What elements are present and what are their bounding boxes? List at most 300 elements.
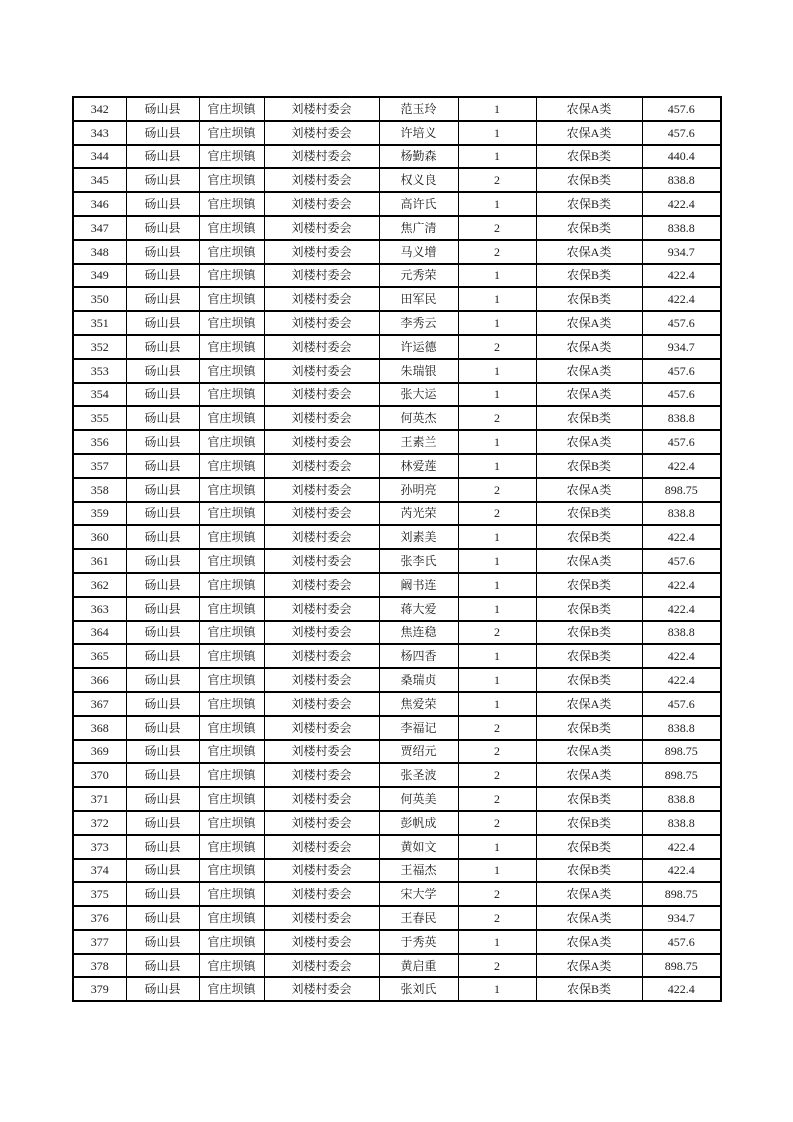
cell-county: 砀山县 <box>126 906 199 930</box>
cell-person-count: 1 <box>458 264 536 288</box>
cell-county: 砀山县 <box>126 621 199 645</box>
cell-person-name: 王素兰 <box>379 430 458 454</box>
cell-amount: 934.7 <box>642 335 721 359</box>
cell-insurance-category: 农保B类 <box>536 168 642 192</box>
cell-village-committee: 刘楼村委会 <box>264 264 379 288</box>
cell-serial-number: 374 <box>73 859 126 883</box>
cell-person-count: 2 <box>458 168 536 192</box>
cell-county: 砀山县 <box>126 549 199 573</box>
cell-village-committee: 刘楼村委会 <box>264 859 379 883</box>
cell-county: 砀山县 <box>126 502 199 526</box>
cell-town: 官庄坝镇 <box>199 502 264 526</box>
table-row <box>73 621 721 645</box>
cell-amount: 838.8 <box>642 168 721 192</box>
cell-amount: 457.6 <box>642 359 721 383</box>
cell-serial-number: 366 <box>73 668 126 692</box>
cell-person-name: 李福记 <box>379 716 458 740</box>
cell-serial-number: 379 <box>73 977 126 1001</box>
table-row <box>73 383 721 407</box>
cell-serial-number: 354 <box>73 383 126 407</box>
cell-person-name: 焦广清 <box>379 216 458 240</box>
cell-county: 砀山县 <box>126 668 199 692</box>
cell-person-count: 1 <box>458 454 536 478</box>
cell-town: 官庄坝镇 <box>199 811 264 835</box>
cell-county: 砀山县 <box>126 121 199 145</box>
cell-insurance-category: 农保B类 <box>536 787 642 811</box>
cell-person-name: 元秀荣 <box>379 264 458 288</box>
cell-insurance-category: 农保B类 <box>536 811 642 835</box>
cell-person-count: 2 <box>458 406 536 430</box>
cell-amount: 838.8 <box>642 811 721 835</box>
cell-amount: 457.6 <box>642 121 721 145</box>
cell-person-name: 马义增 <box>379 240 458 264</box>
cell-town: 官庄坝镇 <box>199 597 264 621</box>
table-row <box>73 454 721 478</box>
cell-town: 官庄坝镇 <box>199 621 264 645</box>
cell-person-count: 1 <box>458 573 536 597</box>
cell-person-count: 1 <box>458 597 536 621</box>
cell-person-count: 2 <box>458 621 536 645</box>
cell-insurance-category: 农保A类 <box>536 954 642 978</box>
table-row <box>73 859 721 883</box>
cell-county: 砀山县 <box>126 716 199 740</box>
cell-insurance-category: 农保A类 <box>536 383 642 407</box>
cell-person-name: 宋大学 <box>379 882 458 906</box>
cell-village-committee: 刘楼村委会 <box>264 644 379 668</box>
cell-town: 官庄坝镇 <box>199 192 264 216</box>
cell-amount: 422.4 <box>642 454 721 478</box>
cell-person-name: 杨勤森 <box>379 145 458 169</box>
cell-amount: 898.75 <box>642 740 721 764</box>
cell-person-name: 田军民 <box>379 287 458 311</box>
cell-person-name: 林爱莲 <box>379 454 458 478</box>
cell-insurance-category: 农保A类 <box>536 311 642 335</box>
cell-serial-number: 364 <box>73 621 126 645</box>
cell-county: 砀山县 <box>126 192 199 216</box>
cell-person-count: 1 <box>458 668 536 692</box>
cell-insurance-category: 农保B类 <box>536 621 642 645</box>
cell-village-committee: 刘楼村委会 <box>264 359 379 383</box>
cell-person-count: 1 <box>458 859 536 883</box>
table-row <box>73 359 721 383</box>
cell-town: 官庄坝镇 <box>199 977 264 1001</box>
cell-village-committee: 刘楼村委会 <box>264 311 379 335</box>
table-row <box>73 644 721 668</box>
table-row <box>73 930 721 954</box>
cell-insurance-category: 农保A类 <box>536 121 642 145</box>
cell-person-name: 贾绍元 <box>379 740 458 764</box>
cell-person-name: 王春民 <box>379 906 458 930</box>
cell-person-name: 高许氏 <box>379 192 458 216</box>
benefit-table <box>72 96 722 1002</box>
cell-insurance-category: 农保B类 <box>536 264 642 288</box>
cell-insurance-category: 农保B类 <box>536 454 642 478</box>
cell-town: 官庄坝镇 <box>199 716 264 740</box>
cell-serial-number: 346 <box>73 192 126 216</box>
cell-person-count: 2 <box>458 502 536 526</box>
cell-serial-number: 362 <box>73 573 126 597</box>
cell-serial-number: 369 <box>73 740 126 764</box>
cell-person-count: 1 <box>458 192 536 216</box>
cell-village-committee: 刘楼村委会 <box>264 335 379 359</box>
cell-amount: 422.4 <box>642 644 721 668</box>
cell-serial-number: 365 <box>73 644 126 668</box>
cell-town: 官庄坝镇 <box>199 954 264 978</box>
cell-town: 官庄坝镇 <box>199 359 264 383</box>
cell-county: 砀山县 <box>126 930 199 954</box>
cell-amount: 898.75 <box>642 882 721 906</box>
cell-person-name: 彭帆成 <box>379 811 458 835</box>
cell-insurance-category: 农保B类 <box>536 192 642 216</box>
cell-town: 官庄坝镇 <box>199 549 264 573</box>
cell-serial-number: 343 <box>73 121 126 145</box>
cell-serial-number: 371 <box>73 787 126 811</box>
cell-serial-number: 344 <box>73 145 126 169</box>
cell-person-count: 1 <box>458 121 536 145</box>
cell-county: 砀山县 <box>126 406 199 430</box>
cell-county: 砀山县 <box>126 287 199 311</box>
cell-person-name: 孙明亮 <box>379 478 458 502</box>
cell-serial-number: 345 <box>73 168 126 192</box>
cell-person-count: 1 <box>458 835 536 859</box>
table-body <box>73 97 721 1001</box>
table-row <box>73 977 721 1001</box>
cell-amount: 898.75 <box>642 954 721 978</box>
cell-amount: 838.8 <box>642 621 721 645</box>
cell-amount: 898.75 <box>642 763 721 787</box>
cell-person-name: 焦爱荣 <box>379 692 458 716</box>
table-row <box>73 882 721 906</box>
cell-person-count: 2 <box>458 216 536 240</box>
cell-serial-number: 377 <box>73 930 126 954</box>
cell-village-committee: 刘楼村委会 <box>264 692 379 716</box>
cell-amount: 457.6 <box>642 692 721 716</box>
cell-town: 官庄坝镇 <box>199 311 264 335</box>
cell-village-committee: 刘楼村委会 <box>264 906 379 930</box>
cell-serial-number: 356 <box>73 430 126 454</box>
cell-insurance-category: 农保B类 <box>536 525 642 549</box>
cell-village-committee: 刘楼村委会 <box>264 716 379 740</box>
cell-person-name: 于秀英 <box>379 930 458 954</box>
table-row <box>73 216 721 240</box>
cell-county: 砀山县 <box>126 644 199 668</box>
cell-town: 官庄坝镇 <box>199 740 264 764</box>
cell-person-name: 黄启重 <box>379 954 458 978</box>
cell-amount: 838.8 <box>642 787 721 811</box>
cell-town: 官庄坝镇 <box>199 668 264 692</box>
cell-insurance-category: 农保A类 <box>536 359 642 383</box>
cell-serial-number: 361 <box>73 549 126 573</box>
cell-person-name: 桑瑞贞 <box>379 668 458 692</box>
cell-village-committee: 刘楼村委会 <box>264 478 379 502</box>
cell-town: 官庄坝镇 <box>199 383 264 407</box>
cell-village-committee: 刘楼村委会 <box>264 287 379 311</box>
cell-amount: 422.4 <box>642 859 721 883</box>
cell-person-name: 何英杰 <box>379 406 458 430</box>
cell-amount: 934.7 <box>642 906 721 930</box>
cell-serial-number: 358 <box>73 478 126 502</box>
cell-person-count: 1 <box>458 644 536 668</box>
cell-serial-number: 360 <box>73 525 126 549</box>
cell-village-committee: 刘楼村委会 <box>264 525 379 549</box>
cell-town: 官庄坝镇 <box>199 573 264 597</box>
cell-insurance-category: 农保A类 <box>536 882 642 906</box>
cell-person-count: 1 <box>458 383 536 407</box>
cell-person-name: 蒋大爱 <box>379 597 458 621</box>
table-row <box>73 763 721 787</box>
cell-county: 砀山县 <box>126 882 199 906</box>
cell-person-count: 1 <box>458 97 536 121</box>
cell-person-count: 2 <box>458 882 536 906</box>
cell-amount: 422.4 <box>642 573 721 597</box>
cell-county: 砀山县 <box>126 977 199 1001</box>
cell-person-count: 2 <box>458 763 536 787</box>
cell-insurance-category: 农保A类 <box>536 906 642 930</box>
cell-town: 官庄坝镇 <box>199 335 264 359</box>
cell-serial-number: 359 <box>73 502 126 526</box>
cell-town: 官庄坝镇 <box>199 478 264 502</box>
cell-amount: 457.6 <box>642 930 721 954</box>
cell-person-name: 张大运 <box>379 383 458 407</box>
cell-amount: 422.4 <box>642 835 721 859</box>
cell-village-committee: 刘楼村委会 <box>264 621 379 645</box>
cell-insurance-category: 农保A类 <box>536 478 642 502</box>
table-row <box>73 264 721 288</box>
cell-insurance-category: 农保B类 <box>536 859 642 883</box>
cell-town: 官庄坝镇 <box>199 763 264 787</box>
cell-person-count: 1 <box>458 430 536 454</box>
table-row <box>73 668 721 692</box>
cell-insurance-category: 农保B类 <box>536 668 642 692</box>
cell-amount: 898.75 <box>642 478 721 502</box>
cell-town: 官庄坝镇 <box>199 692 264 716</box>
cell-county: 砀山县 <box>126 97 199 121</box>
cell-insurance-category: 农保A类 <box>536 763 642 787</box>
cell-amount: 422.4 <box>642 192 721 216</box>
cell-person-name: 杨四香 <box>379 644 458 668</box>
cell-county: 砀山县 <box>126 835 199 859</box>
cell-person-count: 1 <box>458 977 536 1001</box>
table-row <box>73 406 721 430</box>
cell-town: 官庄坝镇 <box>199 287 264 311</box>
cell-village-committee: 刘楼村委会 <box>264 97 379 121</box>
cell-amount: 422.4 <box>642 668 721 692</box>
cell-town: 官庄坝镇 <box>199 216 264 240</box>
cell-village-committee: 刘楼村委会 <box>264 668 379 692</box>
table-row <box>73 192 721 216</box>
cell-serial-number: 349 <box>73 264 126 288</box>
cell-insurance-category: 农保A类 <box>536 692 642 716</box>
table-row <box>73 525 721 549</box>
cell-town: 官庄坝镇 <box>199 145 264 169</box>
cell-insurance-category: 农保B类 <box>536 977 642 1001</box>
cell-person-count: 1 <box>458 287 536 311</box>
cell-village-committee: 刘楼村委会 <box>264 740 379 764</box>
cell-county: 砀山县 <box>126 525 199 549</box>
cell-amount: 457.6 <box>642 97 721 121</box>
cell-amount: 838.8 <box>642 216 721 240</box>
cell-county: 砀山县 <box>126 740 199 764</box>
cell-insurance-category: 农保B类 <box>536 216 642 240</box>
cell-town: 官庄坝镇 <box>199 787 264 811</box>
cell-person-count: 2 <box>458 740 536 764</box>
cell-county: 砀山县 <box>126 145 199 169</box>
cell-village-committee: 刘楼村委会 <box>264 502 379 526</box>
table-row <box>73 740 721 764</box>
cell-person-name: 张李氏 <box>379 549 458 573</box>
cell-insurance-category: 农保A类 <box>536 549 642 573</box>
cell-village-committee: 刘楼村委会 <box>264 763 379 787</box>
cell-town: 官庄坝镇 <box>199 859 264 883</box>
cell-town: 官庄坝镇 <box>199 644 264 668</box>
cell-person-count: 2 <box>458 335 536 359</box>
cell-town: 官庄坝镇 <box>199 264 264 288</box>
table-row <box>73 549 721 573</box>
cell-amount: 457.6 <box>642 383 721 407</box>
cell-serial-number: 347 <box>73 216 126 240</box>
cell-insurance-category: 农保A类 <box>536 97 642 121</box>
cell-insurance-category: 农保A类 <box>536 930 642 954</box>
cell-village-committee: 刘楼村委会 <box>264 954 379 978</box>
cell-town: 官庄坝镇 <box>199 525 264 549</box>
cell-serial-number: 373 <box>73 835 126 859</box>
cell-person-count: 1 <box>458 549 536 573</box>
cell-person-count: 1 <box>458 359 536 383</box>
cell-insurance-category: 农保B类 <box>536 597 642 621</box>
cell-insurance-category: 农保A类 <box>536 240 642 264</box>
cell-serial-number: 348 <box>73 240 126 264</box>
cell-amount: 440.4 <box>642 145 721 169</box>
cell-serial-number: 375 <box>73 882 126 906</box>
cell-serial-number: 378 <box>73 954 126 978</box>
table-row <box>73 692 721 716</box>
cell-amount: 422.4 <box>642 597 721 621</box>
table-row <box>73 430 721 454</box>
cell-insurance-category: 农保B类 <box>536 287 642 311</box>
cell-person-name: 王福杰 <box>379 859 458 883</box>
cell-person-name: 何英美 <box>379 787 458 811</box>
cell-county: 砀山县 <box>126 430 199 454</box>
cell-person-count: 1 <box>458 311 536 335</box>
table-row <box>73 502 721 526</box>
cell-serial-number: 353 <box>73 359 126 383</box>
cell-village-committee: 刘楼村委会 <box>264 168 379 192</box>
cell-person-name: 焦连稳 <box>379 621 458 645</box>
cell-village-committee: 刘楼村委会 <box>264 977 379 1001</box>
cell-county: 砀山县 <box>126 383 199 407</box>
cell-insurance-category: 农保A类 <box>536 740 642 764</box>
cell-amount: 422.4 <box>642 525 721 549</box>
cell-town: 官庄坝镇 <box>199 240 264 264</box>
table-row <box>73 787 721 811</box>
cell-serial-number: 376 <box>73 906 126 930</box>
cell-village-committee: 刘楼村委会 <box>264 549 379 573</box>
cell-person-name: 芮光荣 <box>379 502 458 526</box>
cell-village-committee: 刘楼村委会 <box>264 192 379 216</box>
cell-serial-number: 350 <box>73 287 126 311</box>
cell-amount: 422.4 <box>642 264 721 288</box>
cell-county: 砀山县 <box>126 311 199 335</box>
cell-serial-number: 355 <box>73 406 126 430</box>
cell-county: 砀山县 <box>126 787 199 811</box>
cell-county: 砀山县 <box>126 763 199 787</box>
cell-village-committee: 刘楼村委会 <box>264 454 379 478</box>
cell-person-count: 2 <box>458 787 536 811</box>
cell-serial-number: 370 <box>73 763 126 787</box>
cell-serial-number: 372 <box>73 811 126 835</box>
table-row <box>73 335 721 359</box>
cell-insurance-category: 农保B类 <box>536 502 642 526</box>
cell-serial-number: 367 <box>73 692 126 716</box>
cell-person-name: 范玉玲 <box>379 97 458 121</box>
cell-village-committee: 刘楼村委会 <box>264 240 379 264</box>
table-row <box>73 478 721 502</box>
cell-person-name: 许培义 <box>379 121 458 145</box>
cell-village-committee: 刘楼村委会 <box>264 835 379 859</box>
cell-amount: 838.8 <box>642 716 721 740</box>
cell-person-count: 1 <box>458 525 536 549</box>
cell-person-count: 2 <box>458 478 536 502</box>
cell-person-count: 1 <box>458 930 536 954</box>
table-row <box>73 835 721 859</box>
cell-town: 官庄坝镇 <box>199 430 264 454</box>
cell-person-name: 李秀云 <box>379 311 458 335</box>
cell-amount: 838.8 <box>642 406 721 430</box>
cell-serial-number: 351 <box>73 311 126 335</box>
cell-person-name: 朱瑞银 <box>379 359 458 383</box>
cell-person-name: 刘素美 <box>379 525 458 549</box>
cell-serial-number: 368 <box>73 716 126 740</box>
cell-county: 砀山县 <box>126 264 199 288</box>
cell-insurance-category: 农保B类 <box>536 835 642 859</box>
cell-town: 官庄坝镇 <box>199 906 264 930</box>
cell-village-committee: 刘楼村委会 <box>264 145 379 169</box>
cell-person-count: 2 <box>458 954 536 978</box>
cell-insurance-category: 农保B类 <box>536 644 642 668</box>
cell-village-committee: 刘楼村委会 <box>264 811 379 835</box>
cell-town: 官庄坝镇 <box>199 454 264 478</box>
cell-county: 砀山县 <box>126 597 199 621</box>
cell-person-count: 2 <box>458 906 536 930</box>
cell-village-committee: 刘楼村委会 <box>264 787 379 811</box>
cell-county: 砀山县 <box>126 811 199 835</box>
cell-person-name: 黄如文 <box>379 835 458 859</box>
cell-insurance-category: 农保B类 <box>536 573 642 597</box>
cell-person-count: 1 <box>458 145 536 169</box>
cell-amount: 934.7 <box>642 240 721 264</box>
table-row <box>73 311 721 335</box>
table-row <box>73 287 721 311</box>
cell-amount: 422.4 <box>642 977 721 1001</box>
table-row <box>73 954 721 978</box>
cell-serial-number: 357 <box>73 454 126 478</box>
cell-village-committee: 刘楼村委会 <box>264 121 379 145</box>
cell-county: 砀山县 <box>126 335 199 359</box>
table-row <box>73 168 721 192</box>
cell-amount: 457.6 <box>642 430 721 454</box>
cell-county: 砀山县 <box>126 168 199 192</box>
cell-amount: 838.8 <box>642 502 721 526</box>
cell-amount: 422.4 <box>642 287 721 311</box>
cell-village-committee: 刘楼村委会 <box>264 430 379 454</box>
cell-county: 砀山县 <box>126 216 199 240</box>
cell-county: 砀山县 <box>126 954 199 978</box>
cell-village-committee: 刘楼村委会 <box>264 930 379 954</box>
table-row <box>73 597 721 621</box>
cell-county: 砀山县 <box>126 573 199 597</box>
table-row <box>73 716 721 740</box>
cell-village-committee: 刘楼村委会 <box>264 597 379 621</box>
